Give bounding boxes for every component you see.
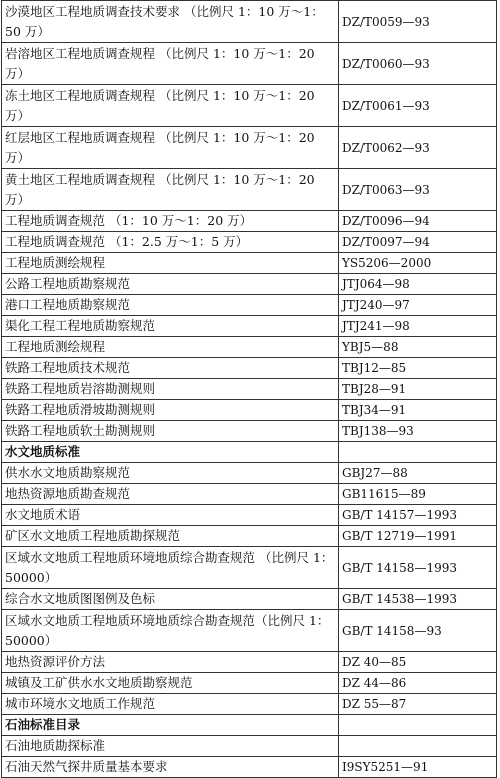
table-row [2,169,497,211]
standard-name: 地热资源地质勘查规范 [2,484,339,505]
standard-code: DZ/T0061—93 [339,85,497,127]
standard-code: TBJ28—91 [339,379,497,400]
table-row [2,316,497,337]
standard-code: GB/T 12719—1991 [339,526,497,547]
table-row [2,757,497,778]
table-row [2,358,497,379]
table-row [2,694,497,715]
standard-name: 石油地质勘探标准 [2,736,339,757]
standard-code: GBJ27—88 [339,463,497,484]
table-row [2,85,497,127]
table-row [2,610,497,652]
standard-code [339,715,497,736]
standard-code: I9SY5251—91 [339,757,497,778]
standard-code: GB/T 14538—1993 [339,589,497,610]
table-row [2,127,497,169]
standard-code: TBJ12—85 [339,358,497,379]
table-row [2,526,497,547]
standard-code: DZ/T0060—93 [339,43,497,85]
table-row [2,295,497,316]
table-row [2,232,497,253]
table-row [2,211,497,232]
standard-name: 矿区水文地质工程地质勘探规范 [2,526,339,547]
standard-name: 水文地质术语 [2,505,339,526]
standard-code [339,442,497,463]
standard-code: DZ/T0059—93 [339,1,497,43]
standard-code: TBJ34—91 [339,400,497,421]
standard-name: 铁路工程地质滑坡勘测规则 [2,400,339,421]
standard-code: YBJ5—88 [339,337,497,358]
standards-table [1,0,497,778]
standard-code: YS5206—2000 [339,253,497,274]
standard-code: DZ/T0063—93 [339,169,497,211]
standard-name: 铁路工程地质技术规范 [2,358,339,379]
standard-name: 地热资源评价方法 [2,652,339,673]
standard-name: 工程地质测绘规程 [2,253,339,274]
standard-code: JTJ241—98 [339,316,497,337]
standard-name: 城镇及工矿供水水文地质勘察规范 [2,673,339,694]
standard-code: DZ 40—85 [339,652,497,673]
standard-name: 城市环境水文地质工作规范 [2,694,339,715]
standard-name: 区域水文地质工程地质环境地质综合勘查规范 （比例尺 1：50000） [2,547,339,589]
standard-name: 石油天然气探井质量基本要求 [2,757,339,778]
standard-name: 沙漠地区工程地质调查技术要求 （比例尺 1：10 万～1：50 万） [2,1,339,43]
table-row [2,43,497,85]
table-row [2,400,497,421]
standard-name: 区域水文地质工程地质环境地质综合勘查规范（比例尺 1：50000） [2,610,339,652]
standard-code: DZ/T0096—94 [339,211,497,232]
section-title: 水文地质标准 [2,442,339,463]
table-row [2,484,497,505]
table-row [2,253,497,274]
table-row [2,547,497,589]
standard-name: 渠化工程工程地质勘察规范 [2,316,339,337]
table-row [2,652,497,673]
standard-name: 综合水文地质图图例及色标 [2,589,339,610]
standard-name: 铁路工程地质软土勘测规则 [2,421,339,442]
table-row [2,421,497,442]
standard-code [339,736,497,757]
table-row [2,337,497,358]
standard-code: DZ/T0062—93 [339,127,497,169]
table-row [2,463,497,484]
standard-name: 公路工程地质勘察规范 [2,274,339,295]
standard-name: 工程地质测绘规程 [2,337,339,358]
standard-name: 铁路工程地质岩溶勘测规则 [2,379,339,400]
table-row [2,379,497,400]
standard-code: GB11615—89 [339,484,497,505]
standard-name: 黄土地区工程地质调查规程 （比例尺 1：10 万～1：20 万） [2,169,339,211]
standard-code: JTJ240—97 [339,295,497,316]
section-header-row [2,715,497,736]
section-header-row [2,442,497,463]
standard-code: TBJ138—93 [339,421,497,442]
table-row [2,1,497,43]
standard-name: 岩溶地区工程地质调查规程 （比例尺 1：10 万～1：20 万） [2,43,339,85]
table-row [2,274,497,295]
standard-name: 工程地质调查规范 （1：10 万～1：20 万） [2,211,339,232]
table-row [2,673,497,694]
standard-code: GB/T 14157—1993 [339,505,497,526]
standard-code: GB/T 14158—1993 [339,547,497,589]
section-title: 石油标准目录 [2,715,339,736]
standard-code: DZ/T0097—94 [339,232,497,253]
standard-name: 工程地质调查规范 （1：2.5 万～1：5 万） [2,232,339,253]
standard-name: 港口工程地质勘察规范 [2,295,339,316]
standard-name: 冻土地区工程地质调查规程 （比例尺 1：10 万～1：20 万） [2,85,339,127]
standard-name: 供水水文地质勘察规范 [2,463,339,484]
table-row [2,736,497,757]
table-row [2,589,497,610]
standard-code: DZ 44—86 [339,673,497,694]
standard-name: 红层地区工程地质调查规程 （比例尺 1：10 万～1：20 万） [2,127,339,169]
standard-code: DZ 55—87 [339,694,497,715]
standards-table-body [2,1,497,778]
standard-code: JTJ064—98 [339,274,497,295]
standard-code: GB/T 14158—93 [339,610,497,652]
table-row [2,505,497,526]
